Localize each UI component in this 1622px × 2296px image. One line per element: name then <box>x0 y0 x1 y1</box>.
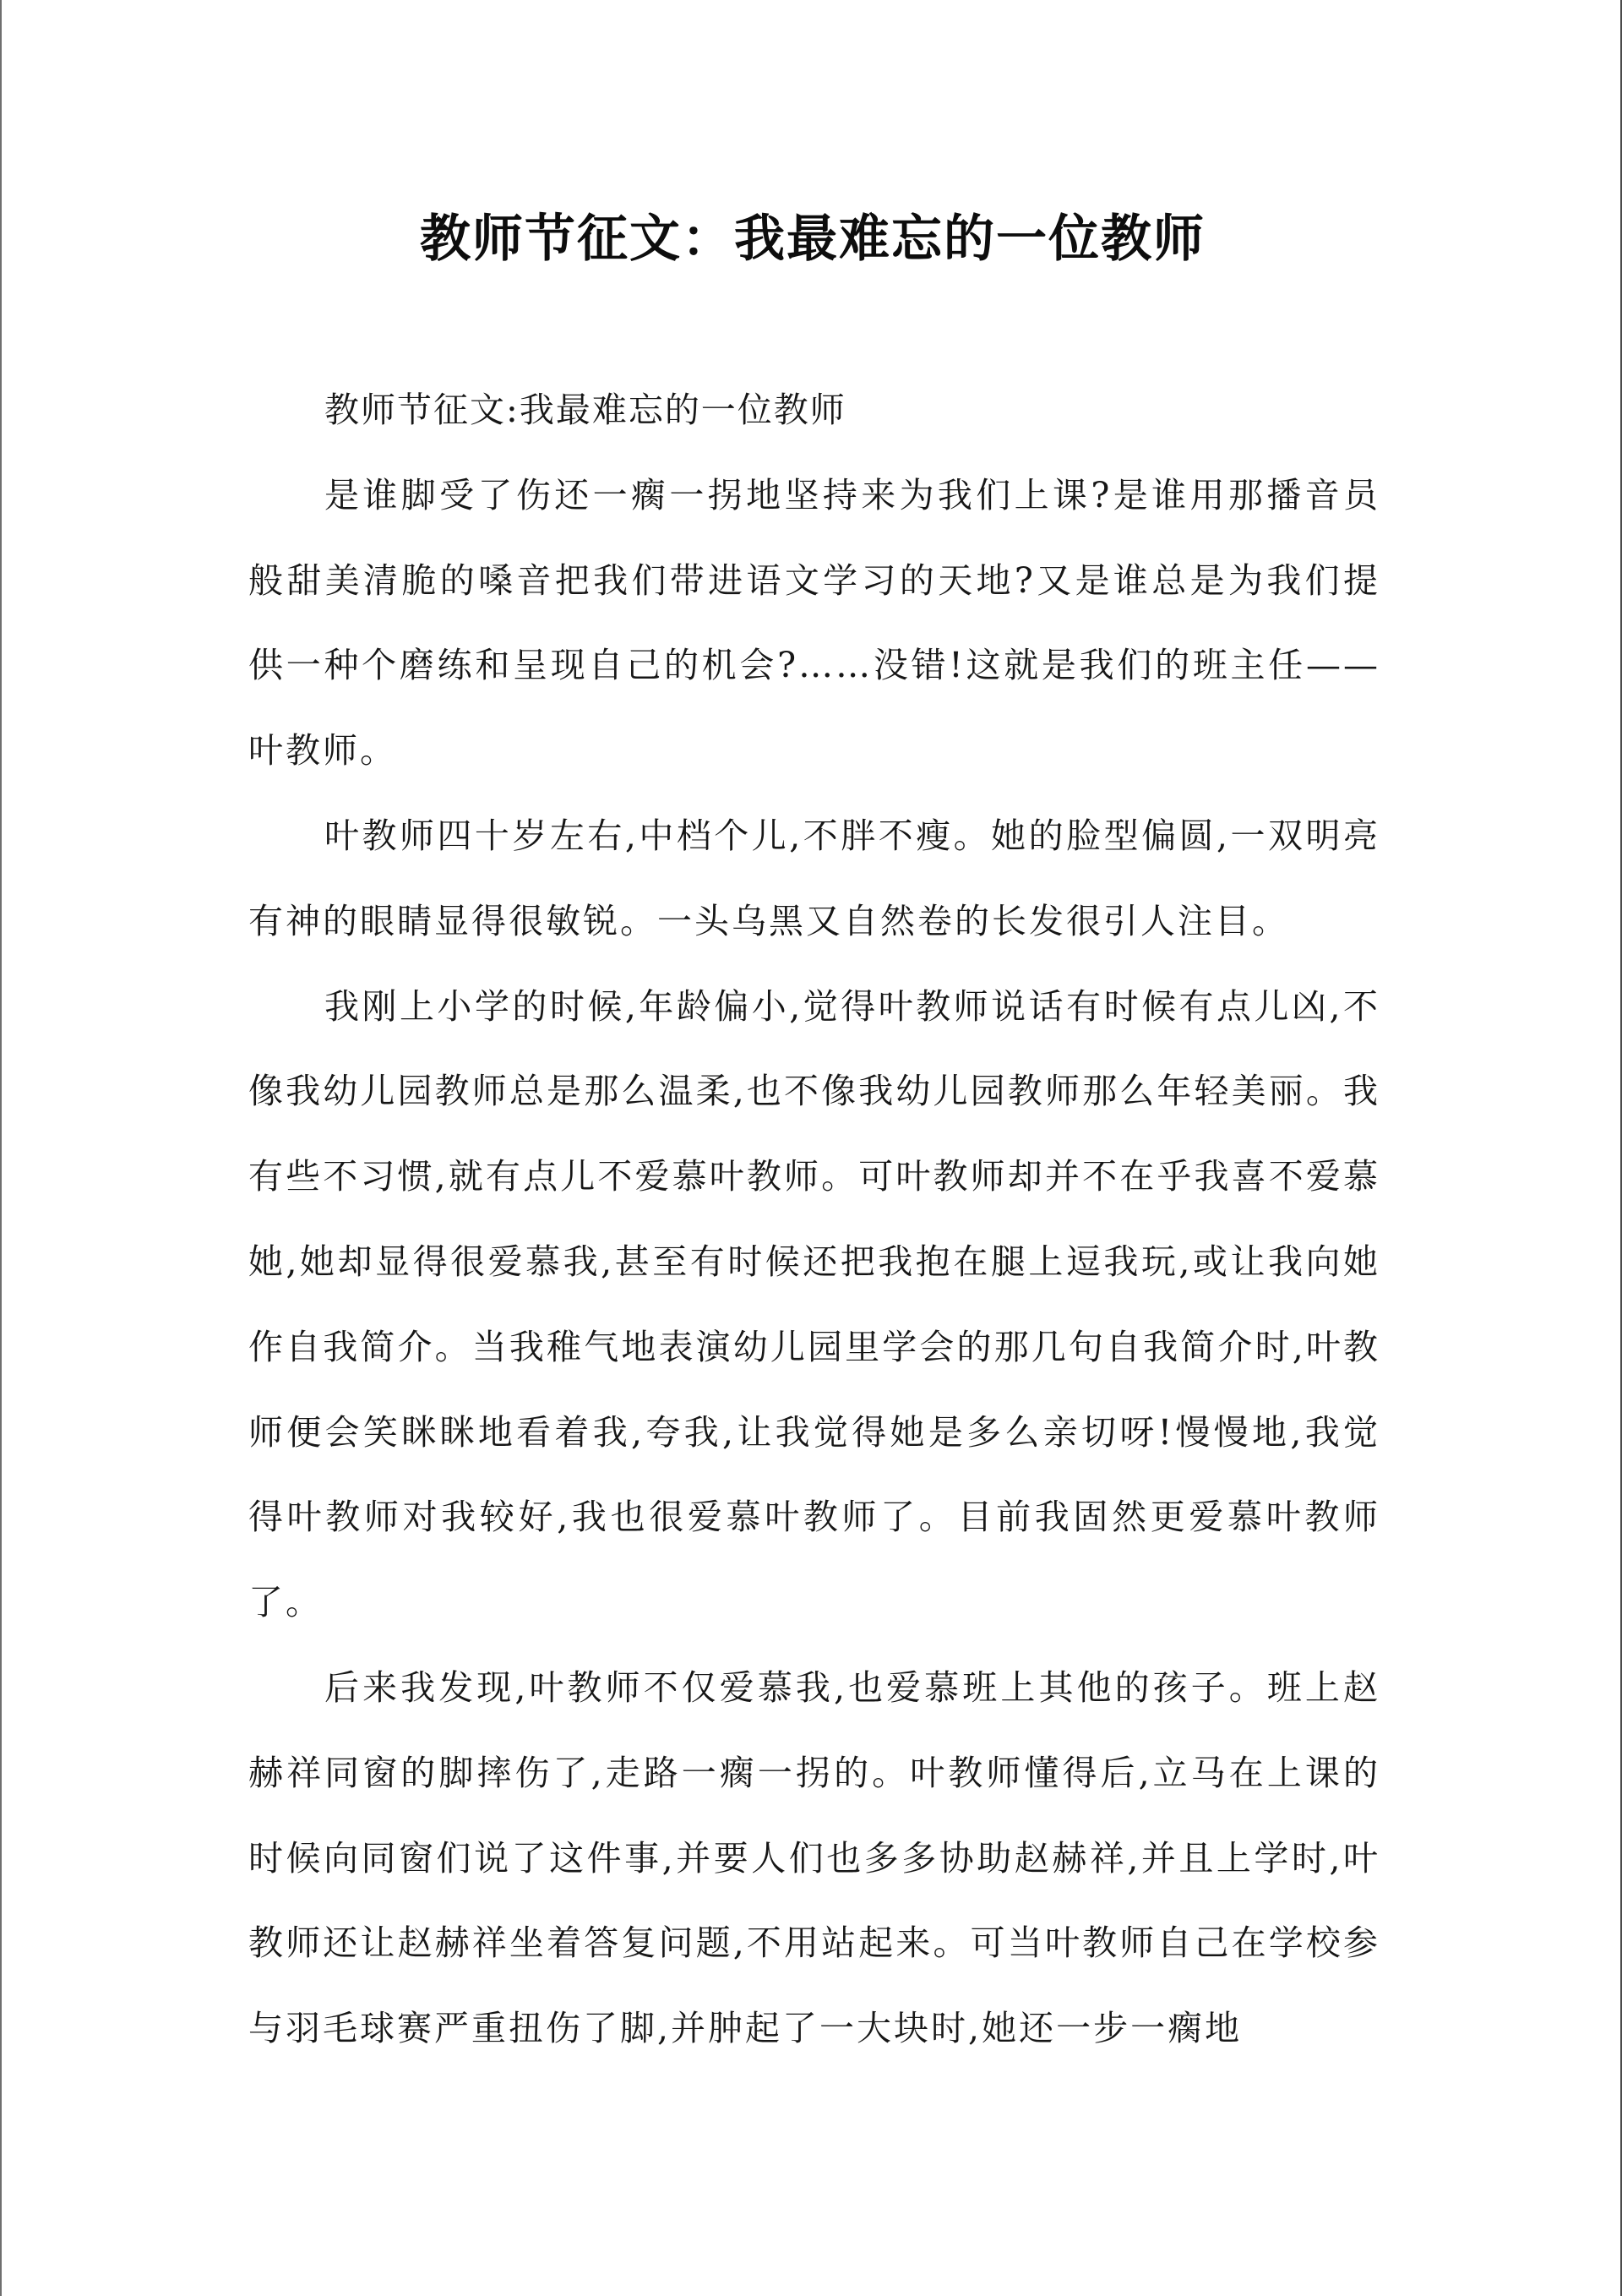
body-paragraph: 后来我发现,叶教师不仅爱慕我,也爱慕班上其他的孩子。班上赵赫祥同窗的脚摔伤了,走路一瘸一拐的。叶教师懂得后,立马在上课的时候向同窗们说了这件事,并要人们也多多协助赵赫祥,并且上学时,叶教师还让赵赫祥坐着答复问题,不用站起来。可当叶教师自己在学校参与羽毛球赛严重扭伤了脚,并肿起了一大块时,她还一步一瘸地 <box>248 1666 1380 2049</box>
body-paragraph: 是谁脚受了伤还一瘸一拐地坚持来为我们上课?是谁用那播音员般甜美清脆的嗓音把我们带进语文学习的天地?又是谁总是为我们提供一种个磨练和呈现自己的机会?……没错!这就是我们的班主任——叶教师。 <box>248 474 1380 772</box>
body-paragraph-heading: 教师节征文:我最难忘的一位教师 <box>324 390 846 430</box>
document-body <box>248 368 1380 2071</box>
document-title: 教师节征文：我最难忘的一位教师 <box>420 210 1206 269</box>
body-paragraph: 叶教师四十岁左右,中档个儿,不胖不瘦。她的脸型偏圆,一双明亮有神的眼睛显得很敏锐。一头乌黑又自然卷的长发很引人注目。 <box>248 815 1380 941</box>
body-paragraph: 我刚上小学的时候,年龄偏小,觉得叶教师说话有时候有点儿凶,不像我幼儿园教师总是那么温柔,也不像我幼儿园教师那么年轻美丽。我有些不习惯,就有点儿不爱慕叶教师。可叶教师却并不在乎我喜不爱慕她,她却显得很爱慕我,甚至有时候还把我抱在腿上逗我玩,或让我向她作自我简介。当我稚气地表演幼儿园里学会的那几句自我简介时,叶教师便会笑眯眯地看着我,夸我,让我觉得她是多么亲切呀!慢慢地,我觉得叶教师对我较好,我也很爱慕叶教师了。目前我固然更爱慕叶教师了。 <box>248 985 1380 1623</box>
